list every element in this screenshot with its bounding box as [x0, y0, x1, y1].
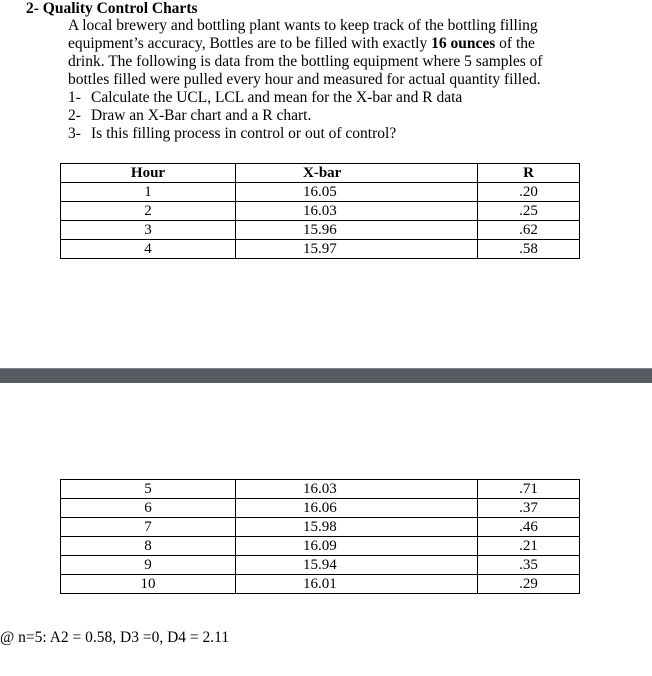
hour-cell: 1 [61, 183, 236, 202]
table-row [61, 575, 580, 594]
xbar-cell: 16.05 [236, 183, 478, 202]
xbar-cell: 16.01 [236, 575, 478, 594]
hour-cell: 8 [61, 537, 236, 556]
hour-cell: 4 [61, 240, 236, 259]
problem-description [68, 17, 568, 89]
intro-text: A local brewery and bottling plant wants to keep track of the bottling filling equipment’s accuracy, Bottles are to be filled with exactly [68, 17, 538, 52]
table-row [61, 183, 580, 202]
xbar-cell: 15.96 [236, 221, 478, 240]
r-cell: .35 [478, 556, 580, 575]
hour-cell: 9 [61, 556, 236, 575]
table-row [61, 221, 580, 240]
table-row [61, 518, 580, 537]
data-table-part1 [60, 163, 580, 259]
r-cell: .29 [478, 575, 580, 594]
table-header-row [61, 164, 580, 183]
table-row [61, 556, 580, 575]
table-row [61, 537, 580, 556]
xbar-cell: 15.97 [236, 240, 478, 259]
r-cell: .46 [478, 518, 580, 537]
xbar-cell: 16.03 [236, 202, 478, 221]
question-text: Calculate the UCL, LCL and mean for the X-bar and R data [91, 89, 463, 106]
xbar-cell: 15.94 [236, 556, 478, 575]
section-heading: 2- Quality Control Charts [26, 0, 198, 17]
question-text: Draw an X-Bar chart and a R chart. [91, 107, 312, 124]
constants-note: @ n=5: A2 = 0.58, D3 =0, D4 = 2.11 [0, 629, 230, 646]
question-item [68, 89, 462, 107]
page-divider-bar [0, 368, 652, 383]
r-cell: .62 [478, 221, 580, 240]
data-table-part2 [60, 479, 580, 594]
intro-bold-text: 16 ounces [431, 35, 496, 52]
r-cell: .20 [478, 183, 580, 202]
table-row [61, 499, 580, 518]
hour-cell: 10 [61, 575, 236, 594]
question-number: 2- [68, 107, 81, 124]
question-number: 3- [68, 125, 81, 142]
hour-cell: 2 [61, 202, 236, 221]
table-row [61, 240, 580, 259]
question-item [68, 107, 311, 125]
hour-cell: 6 [61, 499, 236, 518]
question-number: 1- [68, 89, 81, 106]
column-header-r: R [478, 164, 580, 183]
xbar-cell: 15.98 [236, 518, 478, 537]
hour-cell: 3 [61, 221, 236, 240]
table-row [61, 480, 580, 499]
column-header-xbar: X-bar [236, 164, 478, 183]
hour-cell: 7 [61, 518, 236, 537]
r-cell: .21 [478, 537, 580, 556]
intro-text-end: of the drink. The following is data from the bottling equipment where 5 samples of bottles filled were pulled every hour and measured for actual quantity filled. [68, 35, 543, 88]
xbar-cell: 16.06 [236, 499, 478, 518]
xbar-cell: 16.03 [236, 480, 478, 499]
hour-cell: 5 [61, 480, 236, 499]
r-cell: .71 [478, 480, 580, 499]
r-cell: .25 [478, 202, 580, 221]
question-text: Is this filling process in control or out of control? [91, 125, 397, 142]
xbar-cell: 16.09 [236, 537, 478, 556]
table-row [61, 202, 580, 221]
column-header-hour: Hour [61, 164, 236, 183]
question-item [68, 125, 396, 143]
r-cell: .37 [478, 499, 580, 518]
r-cell: .58 [478, 240, 580, 259]
